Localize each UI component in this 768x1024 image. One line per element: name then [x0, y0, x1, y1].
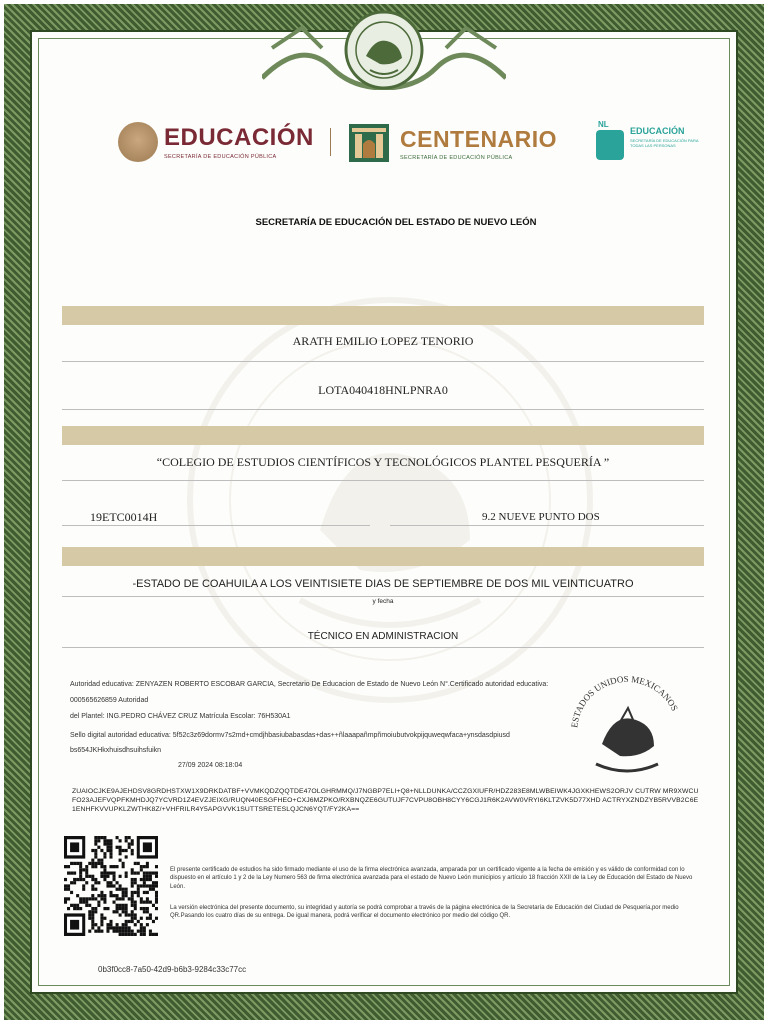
digital-seal-line: Sello digital autoridad educativa: 5f52c3z69dormv7s2md+cmdjhbasiubabasdas+das++ñlaaapañmpñmoiubutvokpijquweqwfaca+ynsdasdpiusd — [70, 732, 510, 739]
stamp-text: ESTADOS UNIDOS MEXICANOS — [569, 673, 680, 729]
digital-signature-hash: ZUAIOCJKE9AJEHDSV8GRDHSTXW1X9DRKDATBF+VVMKQDZQQTDE47OLGHRMMQ/J7NGBP7ELI+Q8+NLLDUNKA/CCZGXIUFR/HDZ283E8MLWBEIWK4JGXKHEWS2ORJV CUTRW MR9XWCUFO23AJEFVQPFKMHDJQ7YCVRD1Z4EVZJEIXG/RUQN40ESGFHEO+CXJ6MZPKO/RXBNQZE6GUTUJF7CVPU8OBH8CYY6CGJ1R6K2AVW0VRYI6KLTZVK5D77XHD ACTRYXZNDZYB5RVVB2C6E1ENHFKVVUPKLZWTHK8Z/+VHFRILR4Y5APGVVK1SUTTSRETESLQJCN6YQT/FY2KA== — [72, 788, 699, 813]
nl-title: EDUCACIÓN — [630, 126, 685, 136]
logo-divider — [330, 128, 331, 156]
educacion-title: EDUCACIÓN — [164, 124, 314, 151]
mexico-seal-icon — [118, 122, 158, 162]
place-date-label: y fecha — [372, 598, 394, 605]
logos-row — [0, 118, 768, 168]
signature-timestamp: 27/09 2024 08:18:04 — [178, 762, 243, 769]
centenario-building-icon — [348, 122, 390, 164]
plantel-authority: del Plantel: ING.PEDRO CHÁVEZ CRUZ Matrícula Escolar: 76H530A1 — [70, 713, 291, 720]
legal-paragraph-2: La versión electrónica del presente documento, su integridad y autoría se podrá comprobar a través de la página electrónica de la Secretaría de Educación del Ciudad de Pesquería,por medio QR.Pasando los cuatro días de su entrega. De igual manera, podrá verificar el documento electrónico por medio del código QR. — [170, 905, 679, 920]
school-cct: 19ETC0014H — [90, 510, 158, 524]
centenario-logo — [348, 122, 578, 166]
document-uuid: 0b3f0cc8-7a50-42d9-b6b3-9284c33c77cc — [98, 965, 247, 974]
qr-code[interactable] — [64, 836, 158, 936]
document-heading: SECRETARÍA DE EDUCACIÓN DEL ESTADO DE NUEVO LEÓN — [255, 217, 537, 228]
nl-badge: NL — [598, 120, 609, 129]
nl-icon — [596, 130, 624, 160]
centenario-subtitle: SECRETARÍA DE EDUCACIÓN PÚBLICA — [400, 155, 513, 161]
school-name: “COLEGIO DE ESTUDIOS CIENTÍFICOS Y TECNOLÓGICOS PLANTEL PESQUERÍA ” — [156, 455, 610, 469]
divider — [62, 596, 704, 597]
section-band — [62, 426, 704, 445]
official-stamp — [562, 672, 692, 782]
student-name: ARATH EMILIO LOPEZ TENORIO — [292, 334, 474, 348]
educacion-subtitle: SECRETARÍA DE EDUCACIÓN PÚBLICA — [164, 154, 277, 160]
divider — [62, 409, 704, 410]
divider — [62, 525, 370, 526]
divider — [62, 361, 704, 362]
place-and-date: -ESTADO DE COAHUILA A LOS VEINTISIETE DIAS DE SEPTIEMBRE DE DOS MIL VEINTICUATRO — [132, 578, 634, 590]
nl-educacion-logo — [596, 120, 706, 164]
digital-seal-continuation: bs654JKHkxhuisdhsuihsfuikn — [70, 747, 162, 754]
nl-subtitle: SECRETARÍA DE EDUCACIÓN PARA TODAS LAS PERSONAS — [630, 138, 699, 148]
section-band — [62, 306, 704, 325]
career-name: TÉCNICO EN ADMINISTRACION — [307, 631, 459, 642]
national-seal-ornament — [262, 8, 506, 90]
grade-average: 9.2 NUEVE PUNTO DOS — [482, 511, 600, 523]
divider — [62, 480, 704, 481]
centenario-title: CENTENARIO — [400, 126, 558, 152]
legal-paragraph-1: El presente certificado de estudios ha sido firmado mediante el uso de la firma electrónica avanzada, amparada por un certificado vigente a la fecha de emisión y es válido de conformidad con lo dispuesto en el artículo 1 y 2 de la Ley Numero 563 de firma electrónica avanzada para el estado de Nuevo León municipios y artículo 18 fracción XXII de la Ley de Educación del Estado de Nuevo León. — [170, 867, 693, 890]
authority-certificate: 000565626859 Autoridad — [70, 697, 149, 704]
divider — [62, 647, 704, 648]
divider — [390, 525, 704, 526]
student-curp: LOTA040418HNLPNRA0 — [318, 383, 448, 397]
section-band — [62, 547, 704, 566]
sep-educacion-logo — [118, 122, 318, 166]
authority-line: Autoridad educativa: ZENYAZEN ROBERTO ESCOBAR GARCIA, Secretario De Educacion de Estado de Nuevo León N°.Certificado autoridad educativa: — [70, 681, 549, 688]
